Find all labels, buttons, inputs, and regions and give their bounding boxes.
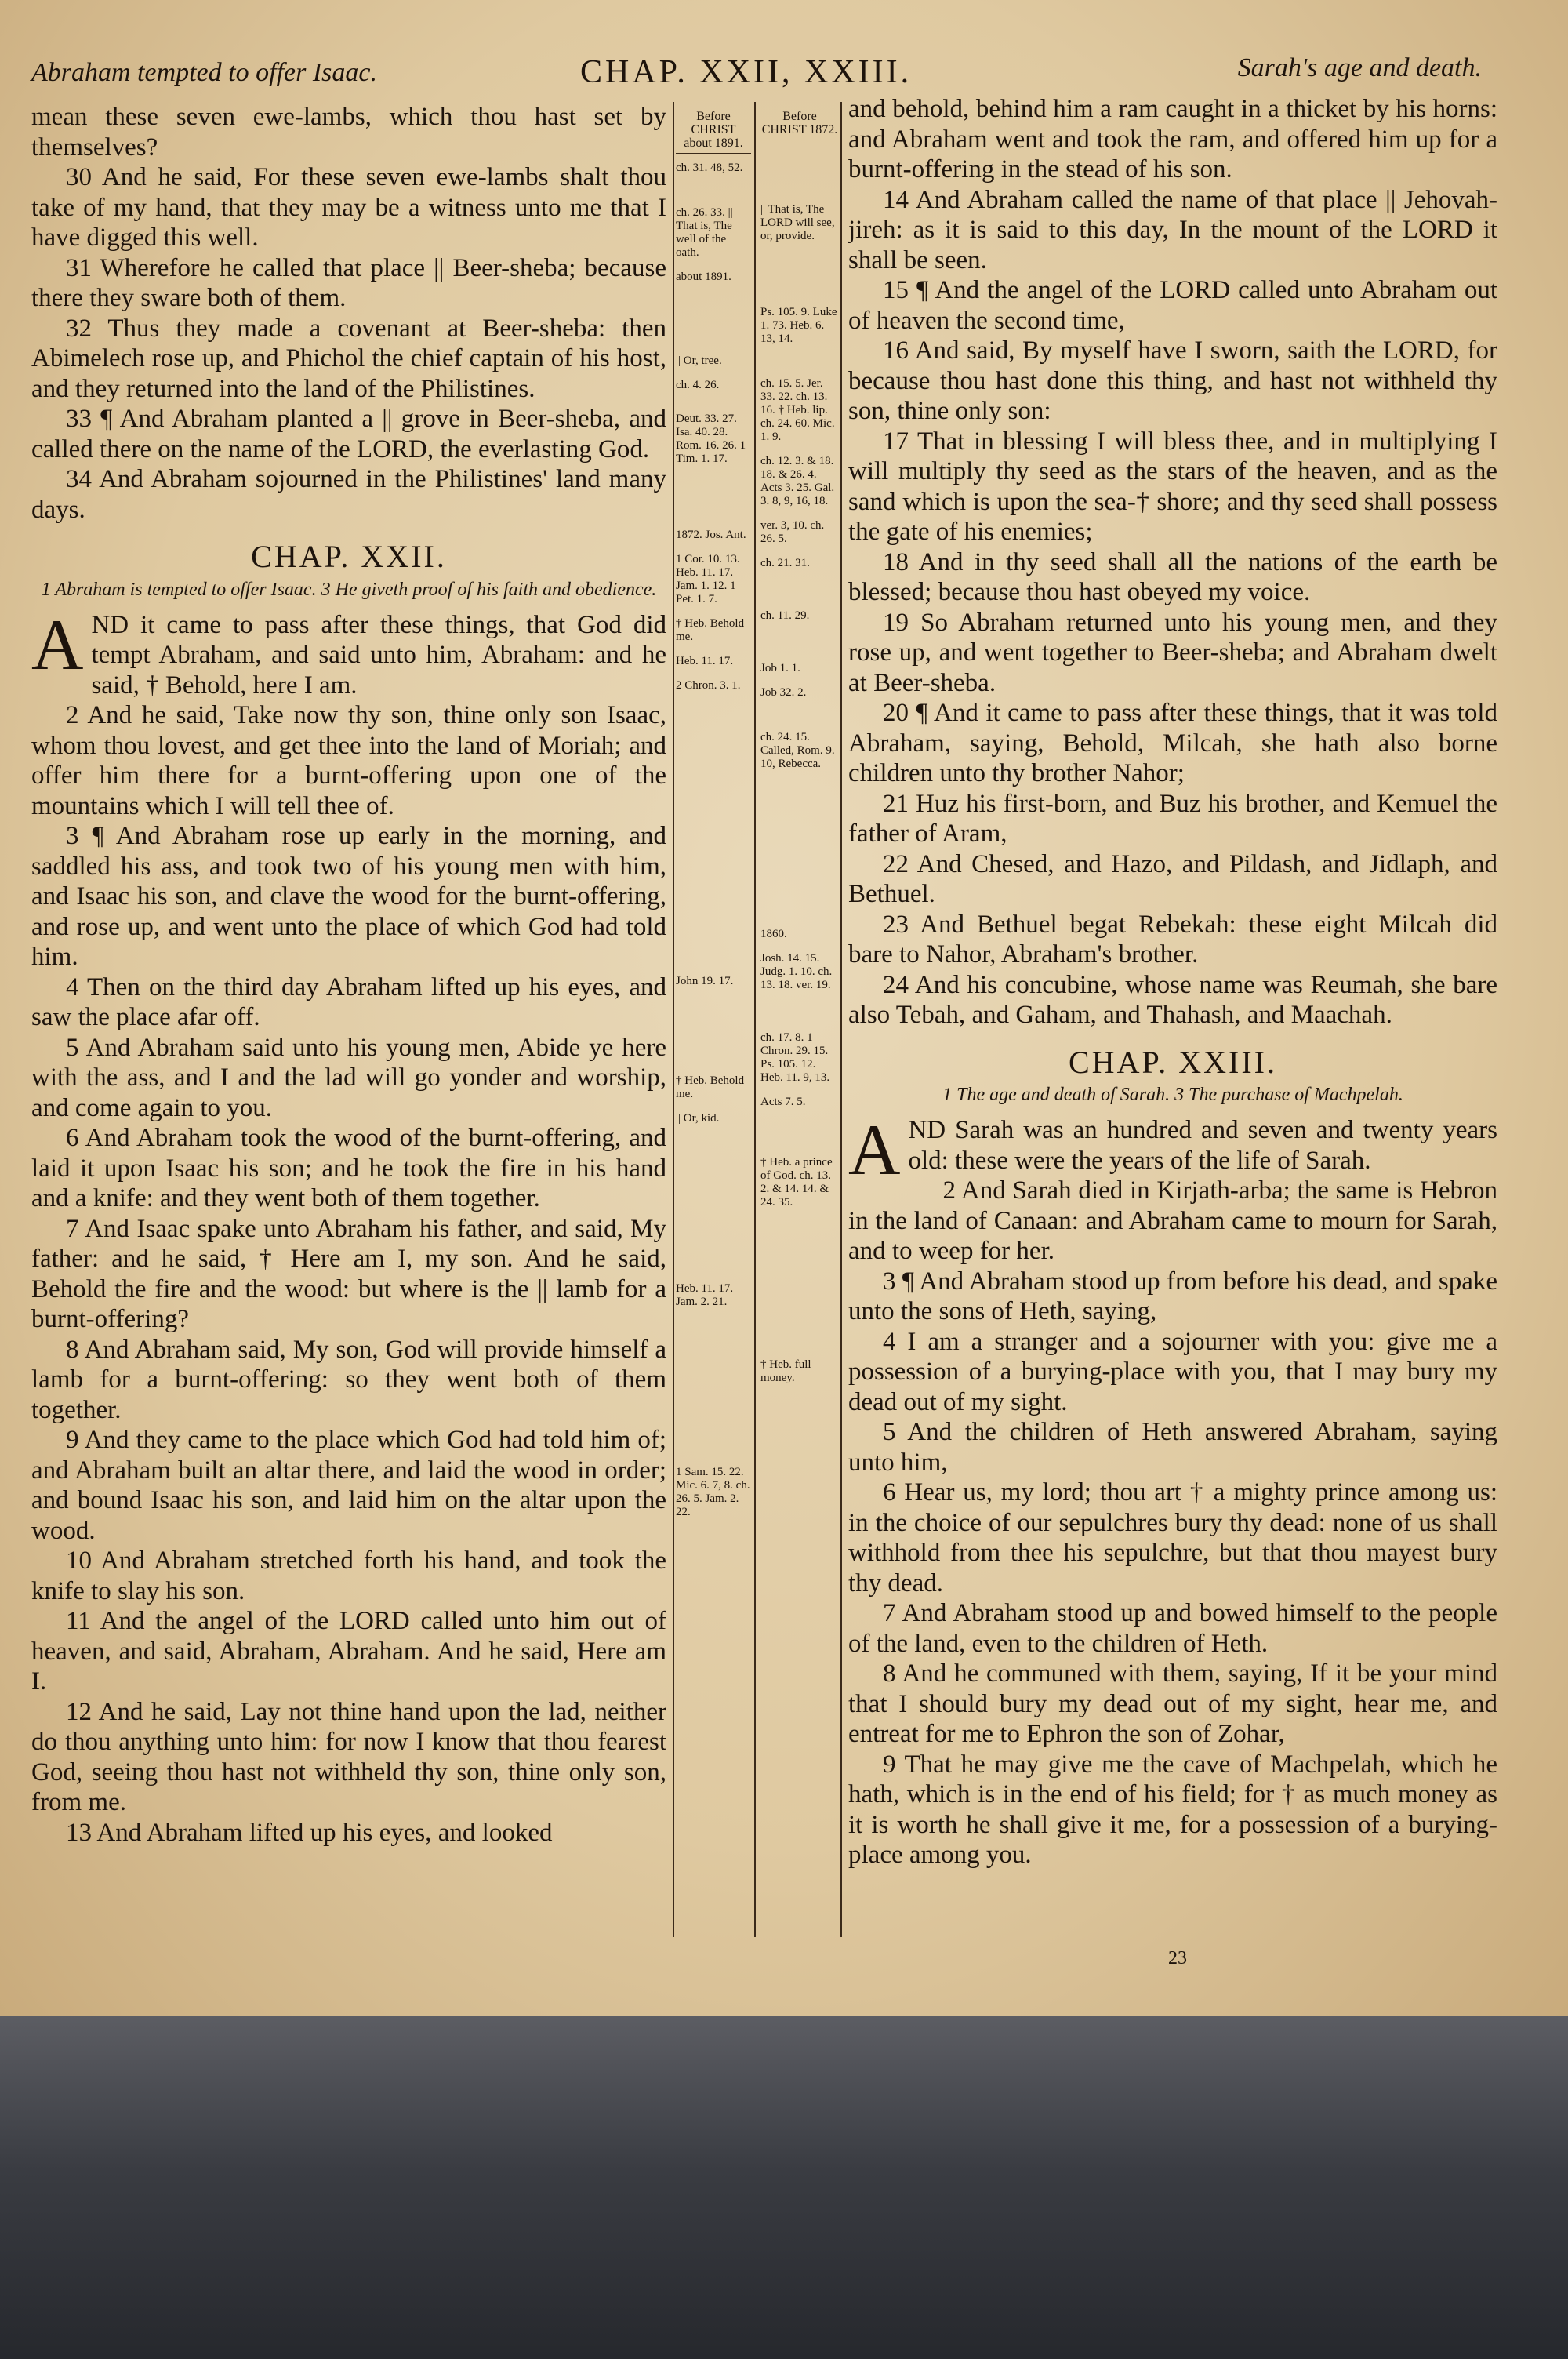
margin-note: Josh. 14. 15. Judg. 1. 10. ch. 13. 18. ver. 19.: [760, 952, 833, 991]
verse-paragraph: 5 And Abraham said unto his young men, Abide ye here with the ass, and I and the lad will go yonder and worship, and come again to you.: [31, 1033, 666, 1122]
margin-note: || Or, kid.: [676, 1112, 720, 1125]
verse-paragraph: and behold, behind him a ram caught in a thicket by his horns: and Abraham went and took the ram, and offered him up for a burnt-offering in the stead of his son.: [848, 95, 1497, 184]
left-text-column: [31, 102, 666, 1848]
verse-paragraph: 4 I am a stranger and a sojourner with you: give me a possession of a burying-place with you, that I may bury my dead out of my sight.: [848, 1327, 1497, 1416]
verse-paragraph: 12 And he said, Lay not thine hand upon the lad, neither do thou anything unto him: for now I know that thou fearest God, seeing thou hast not withheld thy son, thine only son, from me.: [31, 1697, 666, 1816]
running-head-center: CHAP. XXII, XXIII.: [580, 54, 913, 90]
margin-note: Deut. 33. 27. Isa. 40. 28. Rom. 16. 26. 1 Tim. 1. 17.: [676, 413, 746, 465]
verse-paragraph: 14 And Abraham called the name of that place || Jehovah-jireh: as it is said to this day, In the mount of the LORD it shall be seen.: [848, 185, 1497, 274]
first-verse: [31, 604, 666, 701]
verse-paragraph: 2 And Sarah died in Kirjath-arba; the same is Hebron in the land of Canaan: and Abraham came to mourn for Sarah, and to weep for her.: [848, 1176, 1497, 1265]
running-head-right: Sarah's age and death.: [1237, 53, 1482, 82]
margin-note: ch. 12. 3. & 18. 18. & 26. 4. Acts 3. 25. Gal. 3. 8, 9, 16, 18.: [760, 455, 835, 507]
margin-note: Ps. 105. 9. Luke 1. 73. Heb. 6. 13, 14.: [760, 306, 837, 345]
verse-paragraph: 8 And Abraham said, My son, God will provide himself a lamb for a burnt-offering: so they went both of them together.: [31, 1335, 666, 1424]
first-verse: [848, 1110, 1497, 1190]
margin-note: John 19. 17.: [676, 975, 734, 987]
margin-note: 1860.: [760, 928, 787, 940]
verse-paragraph: 19 So Abraham returned unto his young men, and they rose up, and went together to Beer-sheba; and Abraham dwelt at Beer-sheba.: [848, 608, 1497, 697]
margin-note: Job 32. 2.: [760, 686, 807, 699]
verse-paragraph: 34 And Abraham sojourned in the Philistines' land many days.: [31, 465, 666, 524]
margin-note: about 1891.: [676, 271, 731, 283]
verse-paragraph: 20 ¶ And it came to pass after these things, that it was told Abraham, saying, Behold, Milcah, she hath also borne children unto thy brother Nahor;: [848, 699, 1497, 787]
margin-note: 1 Sam. 15. 22. Mic. 6. 7, 8. ch. 26. 5. Jam. 2. 22.: [676, 1466, 750, 1518]
chapter-summary: 1 Abraham is tempted to offer Isaac. 3 He giveth proof of his faith and obedience.: [41, 579, 657, 600]
running-head: [31, 47, 1482, 94]
margin-note: ch. 11. 29.: [760, 609, 810, 622]
margin-note: 2 Chron. 3. 1.: [676, 679, 741, 692]
verse-paragraph: 16 And said, By myself have I sworn, saith the LORD, for because thou hast done this thing, and hast not withheld thy son, thine only son:: [848, 336, 1497, 425]
verse-paragraph: 3 ¶ And Abraham stood up from before his dead, and spake unto the sons of Heth, saying,: [848, 1267, 1497, 1325]
margin-note: ch. 21. 31.: [760, 557, 810, 569]
right-text-column: [848, 94, 1497, 1870]
column-rule: [673, 102, 674, 1937]
verse-paragraph: 10 And Abraham stretched forth his hand, and took the knife to slay his son.: [31, 1547, 666, 1605]
margin-note: † Heb. full money.: [760, 1358, 811, 1384]
verse-paragraph: 24 And his concubine, whose name was Reumah, she bare also Tebah, and Gaham, and Thahash, and Maachah.: [848, 970, 1497, 1029]
verse-paragraph: 6 Hear us, my lord; thou art † a mighty prince among us: in the choice of our sepulchres bury thy dead: none of us shall withhold from thee his sepulchre, but that thou mayest bury thy dead.: [848, 1478, 1497, 1598]
verse-paragraph: 32 Thus they made a covenant at Beer-sheba: then Abimelech rose up, and Phichol the chief captain of his host, and they returned into the land of the Philistines.: [31, 314, 666, 403]
margin-note: Acts 7. 5.: [760, 1096, 806, 1108]
margin-note: ch. 31. 48, 52.: [676, 162, 743, 174]
margin-note: † Heb. Behold me.: [676, 1074, 745, 1100]
verse-paragraph: 17 That in blessing I will bless thee, and in multiplying I will multiply thy seed as the stars of the heaven, and as the sand which is upon the sea-† shore; and thy seed shall possess the gate of his enemies;: [848, 427, 1497, 546]
verse-paragraph: 7 And Abraham stood up and bowed himself to the people of the land, even to the children of Heth.: [848, 1599, 1497, 1658]
margin-note: ch. 4. 26.: [676, 379, 720, 391]
page-number: 23: [1168, 1948, 1187, 1968]
margin-note: Job 1. 1.: [760, 662, 800, 674]
margin-note: || That is, The LORD will see, or, provide.: [760, 203, 835, 242]
chapter-heading: CHAP. XXIII.: [1069, 1044, 1277, 1080]
chapter-heading: CHAP. XXII.: [251, 539, 447, 574]
verse-paragraph: 33 ¶ And Abraham planted a || grove in Beer-sheba, and called there on the name of the LORD, the everlasting God.: [31, 405, 666, 463]
verse-paragraph: 30 And he said, For these seven ewe-lambs shalt thou take of my hand, that they may be a witness unto me that I have digged this well.: [31, 163, 666, 252]
drop-cap: A: [31, 604, 84, 685]
margin-header: Before CHRIST about 1891.: [676, 110, 751, 154]
first-verse-text: ND Sarah was an hundred and seven and twenty years old: these were the years of the life of Sarah.: [908, 1116, 1497, 1175]
margin-note: ch. 15. 5. Jer. 33. 22. ch. 13. 16. † Heb. lip. ch. 24. 60. Mic. 1. 9.: [760, 377, 835, 443]
running-head-left: Abraham tempted to offer Isaac.: [31, 58, 377, 87]
margin-note: Heb. 11. 17. Jam. 2. 21.: [676, 1282, 734, 1308]
margin-header: Before CHRIST 1872.: [760, 110, 839, 140]
verse-paragraph: 18 And in thy seed shall all the nations of the earth be blessed; because thou hast obeyed my voice.: [848, 547, 1497, 606]
margin-notes-right: [760, 110, 839, 1396]
margin-note: ch. 17. 8. 1 Chron. 29. 15. Ps. 105. 12. Heb. 11. 9, 13.: [760, 1031, 830, 1084]
margin-note: || Or, tree.: [676, 354, 722, 367]
verse-paragraph: 3 ¶ And Abraham rose up early in the morning, and saddled his ass, and took two of his young men with him, and Isaac his son, and clave the wood for the burnt-offering, and rose up, and went unto the place of which God had told him.: [31, 822, 666, 971]
verse-paragraph: 2 And he said, Take now thy son, thine only son Isaac, whom thou lovest, and get thee into the land of Moriah; and offer him there for a burnt-offering upon one of the mountains which I will tell thee of.: [31, 701, 666, 820]
margin-note: † Heb. a prince of God. ch. 13. 2. & 14. 14. & 24. 35.: [760, 1156, 833, 1209]
margin-note: 1 Cor. 10. 13. Heb. 11. 17. Jam. 1. 12. 1 Pet. 1. 7.: [676, 553, 740, 605]
verse-paragraph: 15 ¶ And the angel of the LORD called unto Abraham out of heaven the second time,: [848, 276, 1497, 335]
verse-paragraph: 4 Then on the third day Abraham lifted up his eyes, and saw the place afar off.: [31, 972, 666, 1031]
verse-paragraph: 23 And Bethuel begat Rebekah: these eight Milcah did bare to Nahor, Abraham's brother.: [848, 910, 1497, 969]
verse-paragraph: mean these seven ewe-lambs, which thou hast set by themselves?: [31, 103, 666, 162]
verse-paragraph: 6 And Abraham took the wood of the burnt-offering, and laid it upon Isaac his son; and he took the fire in his hand and a knife: and they went both of them together.: [31, 1124, 666, 1212]
first-verse-text: ND it came to pass after these things, that God did tempt Abraham, and said unto him, Abraham: and he said, † Behold, here I am.: [91, 610, 666, 700]
column-rule: [840, 102, 842, 1937]
verse-paragraph: 9 And they came to the place which God had told him of; and Abraham built an altar there, and laid the wood in order; and bound Isaac his son, and laid him on the altar upon the wood.: [31, 1426, 666, 1545]
verse-paragraph: 21 Huz his first-born, and Buz his brother, and Kemuel the father of Aram,: [848, 789, 1497, 848]
margin-note: ver. 3, 10. ch. 26. 5.: [760, 519, 825, 545]
verse-paragraph: 7 And Isaac spake unto Abraham his father, and said, My father: and he said, † Here am I, my son. And he said, Behold the fire and the wood: but where is the || lamb for a burnt-offering?: [31, 1214, 666, 1333]
margin-note: ch. 26. 33. || That is, The well of the oath.: [676, 206, 733, 259]
margin-note: ch. 24. 15. Called, Rom. 9. 10, Rebecca.: [760, 731, 835, 770]
margin-note: 1872. Jos. Ant.: [676, 529, 746, 541]
verse-paragraph: 8 And he communed with them, saying, If it be your mind that I should bury my dead out of my sight, hear me, and entreat for me to Ephron the son of Zohar,: [848, 1659, 1497, 1748]
verse-paragraph: 22 And Chesed, and Hazo, and Pildash, and Jidlaph, and Bethuel.: [848, 849, 1497, 908]
verse-paragraph: 9 That he may give me the cave of Machpelah, which he hath, which is in the end of his field; for † as much money as it is worth he shall give it me, for a possession of a burying-place among you.: [848, 1750, 1497, 1869]
margin-notes-left: [676, 110, 751, 1530]
chapter-summary: 1 The age and death of Sarah. 3 The purchase of Machpelah.: [942, 1085, 1403, 1105]
verse-paragraph: 5 And the children of Heth answered Abraham, saying unto him,: [848, 1418, 1497, 1477]
column-rule: [754, 102, 756, 1937]
verse-paragraph: 13 And Abraham lifted up his eyes, and looked: [66, 1818, 553, 1847]
margin-note: † Heb. Behold me.: [676, 617, 745, 643]
drop-cap: A: [848, 1110, 901, 1190]
background-surface: [0, 2016, 1568, 2359]
verse-paragraph: 31 Wherefore he called that place || Beer-sheba; because there they sware both of them.: [31, 253, 666, 312]
verse-paragraph: 11 And the angel of the LORD called unto him out of heaven, and said, Abraham, Abraham. And he said, Here am I.: [31, 1607, 666, 1696]
margin-note: Heb. 11. 17.: [676, 655, 734, 667]
